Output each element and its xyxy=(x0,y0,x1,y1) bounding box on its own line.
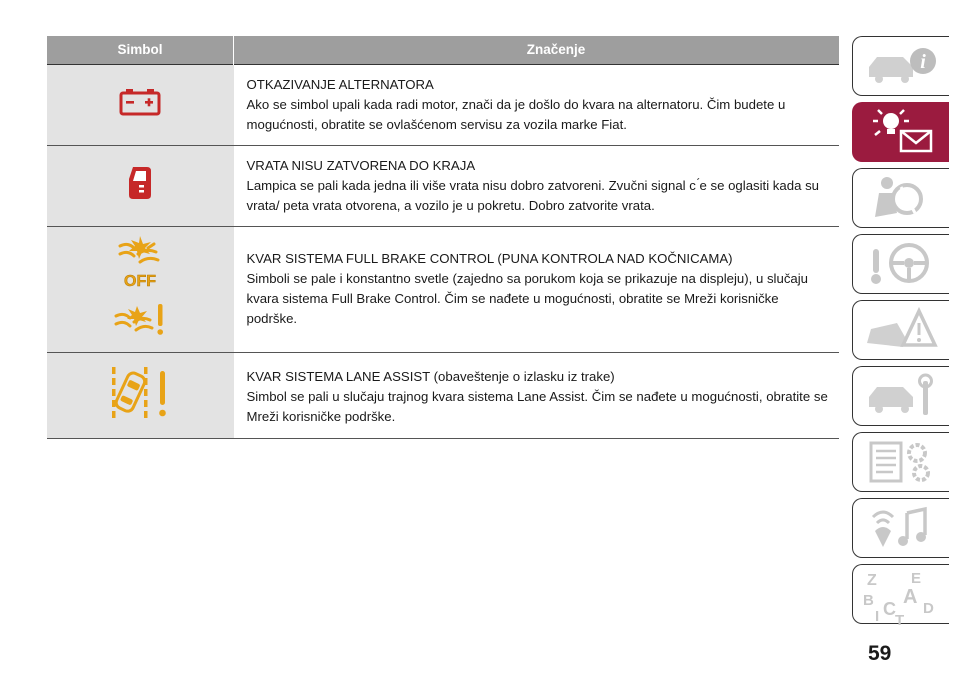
warning-symbols-table xyxy=(47,36,839,439)
lane-assist-icon xyxy=(108,361,172,425)
tab-warning-lights[interactable] xyxy=(852,102,949,162)
svg-text:E: E xyxy=(911,570,922,587)
car-crash-warning-icon xyxy=(863,305,939,355)
battery-icon xyxy=(118,87,162,117)
warning-light-message-icon xyxy=(863,107,939,157)
row-text: Simboli se pale i konstantno svetle (zajedno sa porukom koja se prikazuje na displeju), u slučaju kvara sistema Full Brake Control. Čim se nađete u mogućnosti, obratite se Mreži korisničke podrške. xyxy=(246,271,809,326)
specs-gear-icon xyxy=(863,437,939,487)
header-symbol: Simbol xyxy=(47,36,234,64)
svg-text:B: B xyxy=(863,592,874,609)
multimedia-icon xyxy=(863,503,939,553)
row-title: KVAR SISTEMA LANE ASSIST (obaveštenje o izlasku iz trake) xyxy=(246,368,615,384)
header-meaning: Značenje xyxy=(526,42,586,58)
table-row xyxy=(47,145,839,226)
door-open-icon xyxy=(125,163,155,203)
tab-steering[interactable] xyxy=(852,234,949,294)
row-text: Simbol se pali u slučaju trajnog kvara sistema Lane Assist. Čim se nađete u mogućnosti, obratite se Mreži korisničke podrške. xyxy=(246,388,828,424)
tab-index[interactable] xyxy=(852,564,949,624)
tab-maintenance[interactable] xyxy=(852,366,949,426)
svg-text:i: i xyxy=(920,51,926,73)
steering-wheel-icon xyxy=(863,239,939,289)
table-header xyxy=(47,36,839,64)
page-number: 59 xyxy=(868,642,892,665)
tab-emergency[interactable] xyxy=(852,300,949,360)
off-label: OFF xyxy=(124,272,157,290)
svg-text:Z: Z xyxy=(867,572,877,589)
svg-text:A: A xyxy=(903,586,918,608)
table-row xyxy=(47,64,839,145)
tab-seats-airbag[interactable] xyxy=(852,168,949,228)
row-title: OTKAZIVANJE ALTERNATORA xyxy=(246,76,434,92)
row-title: VRATA NISU ZATVORENA DO KRAJA xyxy=(246,157,476,173)
full-brake-control-icon xyxy=(110,232,170,342)
svg-text:T: T xyxy=(895,612,905,625)
car-service-icon xyxy=(863,371,939,421)
row-title: KVAR SISTEMA FULL BRAKE CONTROL (PUNA KONTROLA NAD KOČNICAMA) xyxy=(246,251,733,266)
car-info-icon xyxy=(863,41,939,91)
tab-multimedia[interactable] xyxy=(852,498,949,558)
tab-car-info[interactable] xyxy=(852,36,949,96)
alphabetical-index-icon xyxy=(863,569,939,625)
svg-text:D: D xyxy=(923,600,934,617)
seat-airbag-icon xyxy=(863,173,939,223)
svg-text:I: I xyxy=(875,608,880,625)
table-row xyxy=(47,226,839,352)
tab-technical-data[interactable] xyxy=(852,432,949,492)
table-row xyxy=(47,352,839,438)
row-text: Ako se simbol upali kada radi motor, znači da je došlo do kvara na alternatoru. Čim budete u mogućnosti, obratite se ovlašćenom servisu za vozila marke Fiat. xyxy=(246,96,786,132)
svg-text:C: C xyxy=(883,599,896,619)
row-text: Lampica se pali kada jedna ili više vrata nisu dobro zatvoreni. Zvučni signal c ́e se oglasiti kada su vrata/ peta vrata otvorena, a vozilo je u pokretu. Dobro zatvorite vrata. xyxy=(246,177,819,213)
